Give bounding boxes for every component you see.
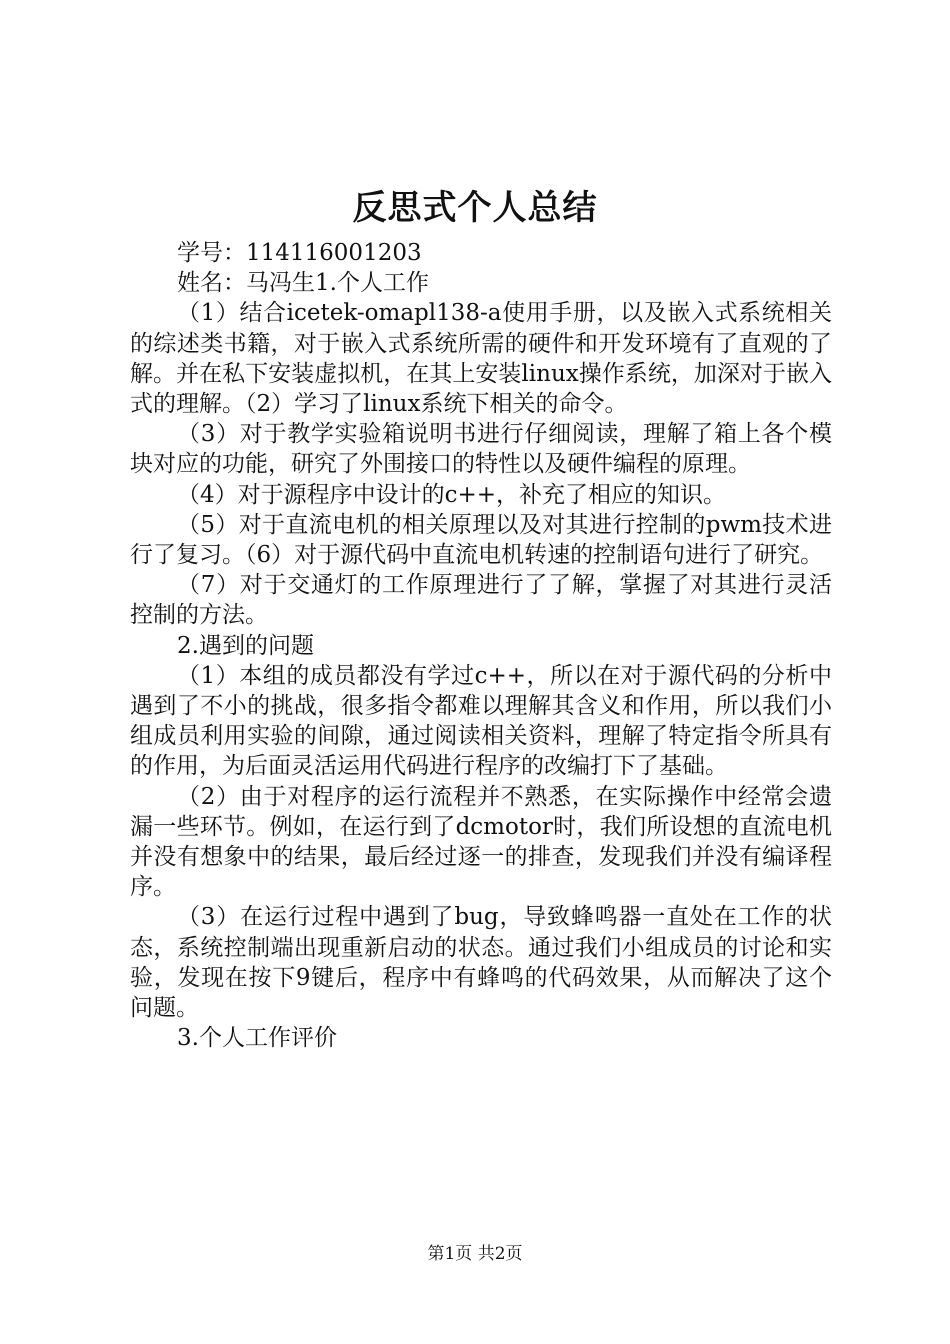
paragraph-1: （1）结合icetek-omapl138-a使用手册，以及嵌入式系统相关的综述类书籍，对于嵌入式系统所需的硬件和开发环境有了直观的了解。并在私下安装虚拟机，在其上安装linux操作系统，加深对于嵌入式的理解。（2）学习了linux系统下相关的命令。 [130, 300, 832, 418]
paragraph-7: （2）由于对程序的运行流程并不熟悉，在实际操作中经常会遗漏一些环节。例如，在运行到了dcmotor时，我们所设想的直流电机并没有想象中的结果，最后经过逐一的排查，发现我们并没有编译程序。 [130, 783, 832, 901]
document-title: 反思式个人总结 [352, 188, 598, 228]
paragraph-5: （7）对于交通灯的工作原理进行了了解，掌握了对其进行灵活控制的方法。 [130, 572, 832, 629]
paragraph-4: （5）对于直流电机的相关原理以及对其进行控制的pwm技术进行了复习。（6）对于源代码中直流电机转速的控制语句进行了研究。 [130, 511, 832, 569]
paragraph-3: （4）对于源程序中设计的c++，补充了相应的知识。 [177, 481, 727, 508]
document-body [130, 238, 832, 1053]
student-id-line: 学号：114116001203 [177, 240, 422, 266]
section-heading-evaluation: 3.个人工作评价 [177, 1025, 337, 1052]
paragraph-6: （1）本组的成员都没有学过c++，所以在对于源代码的分析中遇到了不小的挑战，很多指令都难以理解其含义和作用，所以我们小组成员利用实验的间隙，通过阅读相关资料，理解了特定指令所具有的作用，为后面灵活运用代码进行程序的改编打下了基础。 [130, 662, 832, 780]
section-heading-problems: 2.遇到的问题 [177, 632, 314, 659]
page-footer: 第1页 共2页 [427, 1244, 523, 1264]
paragraph-2: （3）对于教学实验箱说明书进行仔细阅读，理解了箱上各个模块对应的功能，研究了外围接口的特性以及硬件编程的原理。 [130, 421, 832, 478]
paragraph-8: （3）在运行过程中遇到了bug，导致蜂鸣器一直处在工作的状态，系统控制端出现重新启动的状态。通过我们小组成员的讨论和实验，发现在按下9键后，程序中有蜂鸣的代码效果，从而解决了这个问题。 [130, 904, 832, 1022]
name-line: 姓名：马冯生1.个人工作 [177, 270, 429, 297]
